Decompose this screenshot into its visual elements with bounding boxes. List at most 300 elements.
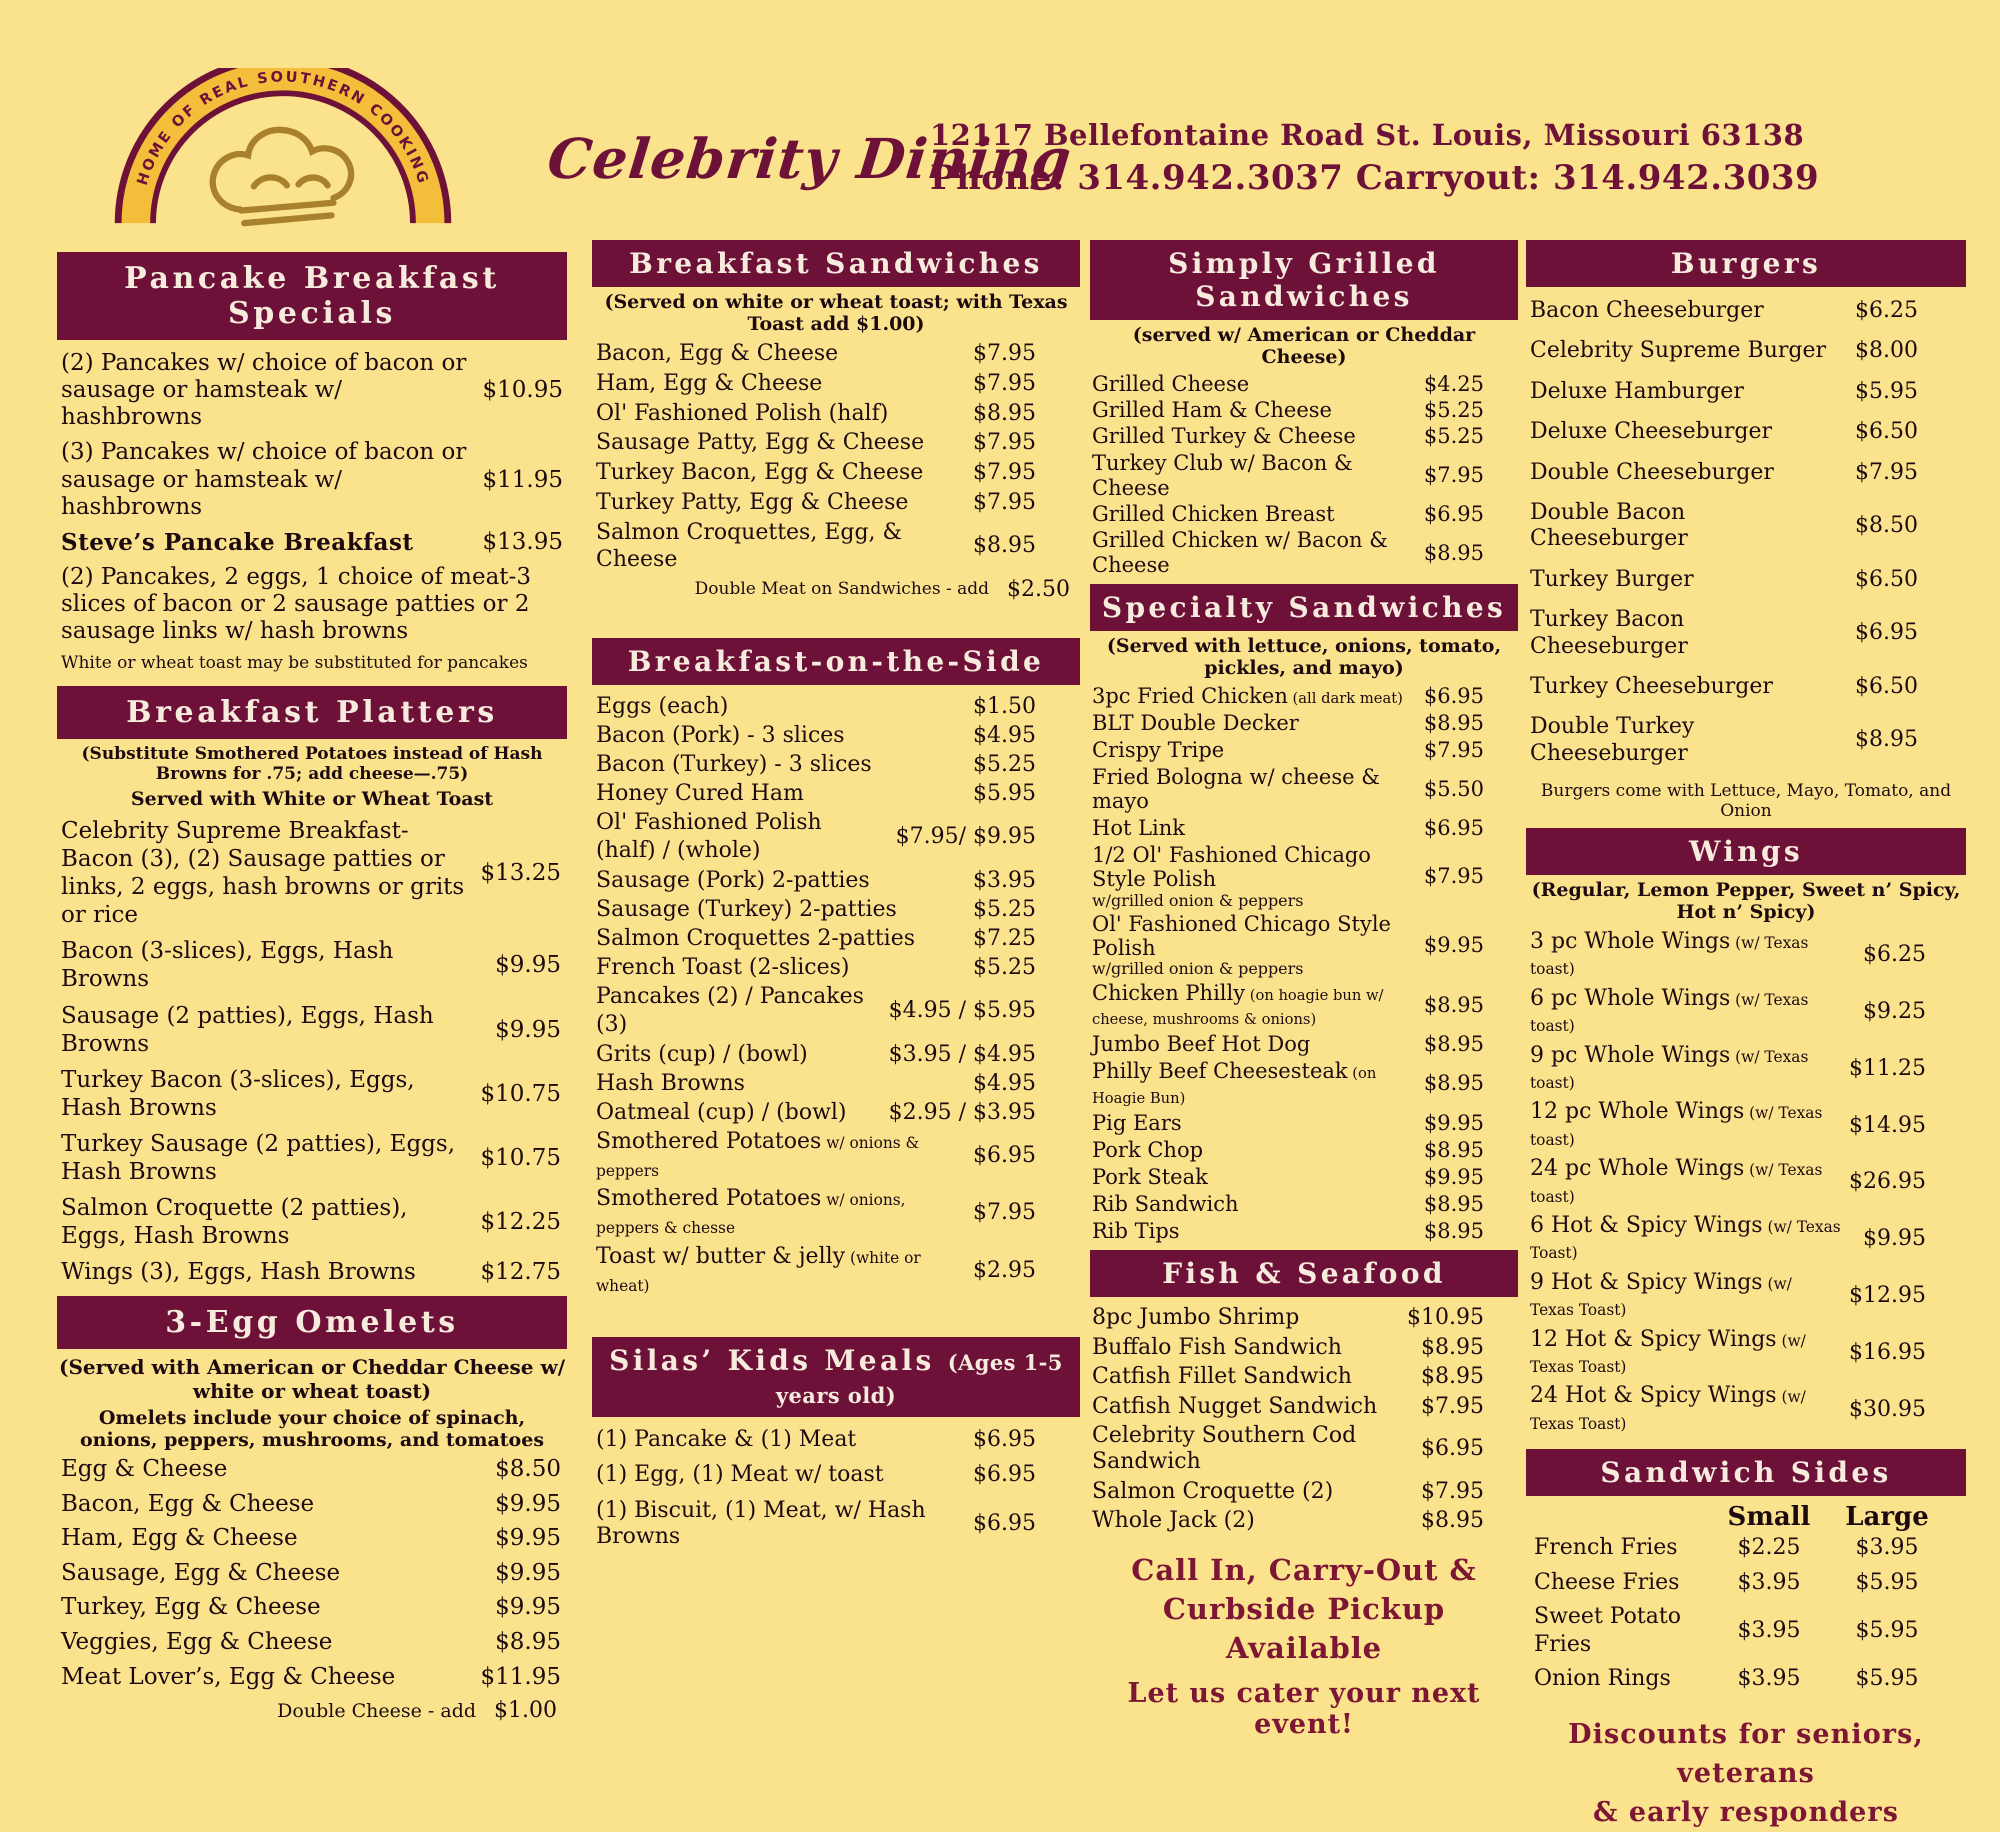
menu-item xyxy=(596,983,1036,1039)
item-note: (w/ Texas Toast) xyxy=(1530,1274,1792,1320)
section-kids-meals xyxy=(592,1337,1080,1551)
menu-item xyxy=(1530,500,1918,553)
item-price: $7.95 xyxy=(1423,864,1484,889)
item-price: $2.95 / $3.95 xyxy=(888,1099,1036,1125)
item-price: $6.25 xyxy=(1863,942,1926,968)
item-name: Grilled Turkey & Cheese xyxy=(1092,424,1356,449)
item-name: (1) Egg, (1) Meat w/ toast xyxy=(596,1462,884,1488)
item-name: 9 Hot & Spicy Wings (w/ Texas Toast) xyxy=(1530,1269,1792,1320)
item-price: $9.95 xyxy=(495,1559,561,1586)
item-price: $5.25 xyxy=(973,751,1036,777)
section-items xyxy=(592,1417,1080,1551)
menu-item xyxy=(1092,1138,1484,1162)
logo-arc-text: HOME OF REAL SOUTHERN COOKING xyxy=(134,69,432,188)
item-price-large: $5.95 xyxy=(1855,1569,1919,1595)
item-name: Catfish Fillet Sandwich xyxy=(1092,1364,1352,1390)
item-name: (1) Biscuit, (1) Meat, w/ Hash Browns xyxy=(596,1497,926,1550)
item-name: Salmon Croquettes 2-patties xyxy=(596,925,915,951)
addendum-double-cheese xyxy=(57,1698,567,1723)
item-note: (w/ Texas toast) xyxy=(1530,1047,1809,1093)
menu-item xyxy=(1530,607,1918,660)
menu-item xyxy=(596,925,1036,953)
item-name: Jumbo Beef Hot Dog xyxy=(1092,1032,1311,1057)
section-subtitle: (Served with lettuce, onions, tomato, pickles, and mayo) xyxy=(1106,634,1502,679)
item-name: 3 pc Whole Wings (w/ Texas toast) xyxy=(1530,929,1809,979)
menu-item xyxy=(1092,684,1484,708)
menu-item xyxy=(1092,711,1484,735)
item-name: Turkey Patty, Egg & Cheese xyxy=(596,490,909,516)
menu-item xyxy=(1092,1032,1484,1056)
item-price: $9.95 xyxy=(495,952,561,979)
item-name: Eggs (each) xyxy=(596,693,729,719)
item-price: $3.95 xyxy=(1737,1666,1801,1692)
menu-item xyxy=(1092,1111,1484,1135)
menu-item xyxy=(1092,1479,1484,1505)
addendum-double-meat xyxy=(592,577,1080,602)
section-items xyxy=(57,1451,567,1691)
column-4 xyxy=(1526,240,1966,1832)
section-items xyxy=(1526,287,1966,767)
phone-line: Phone: 314.942.3037 Carryout: 314.942.3039 xyxy=(930,158,1820,198)
item-price: $12.75 xyxy=(480,1258,561,1285)
item-price: $1.50 xyxy=(973,693,1036,719)
menu-item xyxy=(61,529,563,556)
promo-line: Call In, Carry-Out & xyxy=(1131,1552,1477,1587)
menu-item xyxy=(596,1128,1036,1184)
menu-item xyxy=(61,1066,561,1122)
menu-item xyxy=(596,520,1036,574)
item-price: $8.95 xyxy=(1423,1071,1484,1096)
menu-item xyxy=(596,1462,1036,1488)
item-price: $8.00 xyxy=(1855,338,1918,364)
item-note: (w/ Texas Toast) xyxy=(1530,1331,1806,1376)
menu-item xyxy=(1530,929,1926,982)
item-price: $9.95 xyxy=(1423,1110,1484,1135)
item-name: Bacon Cheeseburger xyxy=(1530,298,1764,323)
section-title: Breakfast Sandwiches xyxy=(592,240,1080,287)
section-breakfast-on-the-side xyxy=(592,638,1080,1299)
menu-item xyxy=(61,1491,561,1519)
item-name: Turkey Burger xyxy=(1530,566,1694,592)
item-price: $10.95 xyxy=(482,377,563,404)
promo-line: Curbside Pickup Available xyxy=(1162,1591,1446,1665)
item-name: Rib Sandwich xyxy=(1092,1192,1239,1217)
section-items xyxy=(57,810,567,1286)
column-1 xyxy=(57,252,567,1723)
item-name: Grilled Ham & Cheese xyxy=(1092,398,1332,423)
menu-item xyxy=(1530,1270,1926,1323)
item-name: Ham, Egg & Cheese xyxy=(596,370,823,396)
item-note: (white or wheat) xyxy=(596,1248,921,1295)
menu-item xyxy=(596,1041,1036,1069)
item-name: Meat Lover’s, Egg & Cheese xyxy=(61,1663,396,1690)
menu-item xyxy=(1530,714,1918,767)
section-subtitle: (Served with American or Cheddar Cheese w/ white or wheat toast) xyxy=(58,1354,566,1403)
menu-item xyxy=(596,1185,1036,1241)
menu-item xyxy=(1092,1305,1484,1331)
section-simply-grilled-sandwiches xyxy=(1090,240,1518,579)
section-footnote: White or wheat toast may be substituted for pancakes xyxy=(61,653,528,674)
item-name: Double Turkey Cheeseburger xyxy=(1530,714,1695,766)
menu-item xyxy=(1530,567,1918,593)
item-price: $5.25 xyxy=(973,955,1036,981)
menu-item xyxy=(61,1629,561,1657)
item-price: $8.95 xyxy=(1421,1364,1484,1390)
item-price: $3.95 xyxy=(1737,1569,1801,1595)
size-column-small: Small xyxy=(1727,1502,1811,1533)
item-name: Grilled Chicken w/ Bacon & Cheese xyxy=(1092,528,1388,578)
item-price: $6.50 xyxy=(1855,419,1918,445)
section-subtitle: Served with White or Wheat Toast xyxy=(130,788,494,811)
item-name: Ham, Egg & Cheese xyxy=(61,1525,298,1552)
item-price: $8.50 xyxy=(1855,513,1918,539)
menu-item xyxy=(61,937,561,993)
item-price: $8.95 xyxy=(1421,1334,1484,1360)
menu-item xyxy=(61,1525,561,1553)
menu-item xyxy=(596,1099,1036,1127)
item-name: Wings (3), Eggs, Hash Browns xyxy=(61,1258,416,1285)
item-price: $7.95 xyxy=(973,430,1036,456)
section-title: Fish & Seafood xyxy=(1090,1250,1518,1297)
addendum-price: $1.00 xyxy=(494,1698,557,1724)
item-note: (on Hoagie Bun) xyxy=(1092,1065,1377,1107)
menu-item xyxy=(1530,1327,1926,1380)
discounts-note xyxy=(1526,1715,1966,1832)
item-price: $8.95 xyxy=(1423,1192,1484,1217)
menu-item xyxy=(1530,419,1918,445)
item-price: $9.25 xyxy=(1863,999,1926,1025)
item-name: Pig Ears xyxy=(1092,1110,1182,1135)
menu-item xyxy=(1092,1165,1484,1189)
menu-item xyxy=(596,401,1036,428)
item-name: Sausage (Turkey) 2-patties xyxy=(596,896,897,922)
item-name: Double Bacon Cheeseburger xyxy=(1530,499,1688,552)
item-name: Fried Bologna w/ cheese & mayo xyxy=(1092,764,1380,814)
item-name: French Fries xyxy=(1534,1535,1678,1561)
item-price: $6.95 xyxy=(1421,1436,1484,1462)
item-price: $30.95 xyxy=(1849,1396,1926,1422)
menu-item xyxy=(596,896,1036,924)
item-price-large: $5.95 xyxy=(1855,1617,1919,1643)
item-name: (3) Pancakes w/ choice of bacon or sausage or hamsteak w/ hashbrowns xyxy=(61,439,467,520)
item-price: $7.95 xyxy=(973,490,1036,516)
menu-item xyxy=(1534,1603,1946,1658)
item-price: $9.95 xyxy=(1863,1226,1926,1252)
item-price: $6.95 xyxy=(1423,683,1484,708)
chef-hat-icon xyxy=(213,130,351,223)
section-title: Specialty Sandwiches xyxy=(1090,584,1518,631)
item-price: $12.95 xyxy=(1849,1282,1926,1308)
menu-item xyxy=(1530,1099,1926,1152)
menu-item xyxy=(61,1258,561,1286)
menu-item xyxy=(1530,379,1918,405)
promo-line: Let us cater your next event! xyxy=(1127,1677,1481,1740)
item-price: $6.50 xyxy=(1855,566,1918,592)
item-price: $8.95 xyxy=(1423,1137,1484,1162)
section-items xyxy=(1090,1297,1518,1534)
item-name: Celebrity Supreme Breakfast-Bacon (3), (2) Sausage patties or links, 2 eggs, hash browns or grits or rice xyxy=(61,818,465,929)
column-3 xyxy=(1090,240,1518,1740)
item-price: $7.95 xyxy=(1421,1393,1484,1419)
item-name: 24 pc Whole Wings (w/ Texas toast) xyxy=(1530,1156,1823,1206)
section-breakfast-platters xyxy=(57,686,567,1286)
item-price: $6.25 xyxy=(1855,298,1918,323)
menu-item xyxy=(596,1427,1036,1453)
section-title: Burgers xyxy=(1526,240,1966,287)
addendum-price: $2.50 xyxy=(1007,576,1070,602)
item-price: $9.95 xyxy=(495,1490,561,1517)
kids-title-note: (Ages 1-5 years old) xyxy=(775,1349,1063,1408)
item-subnote: w/grilled onion & peppers xyxy=(1092,890,1304,910)
item-name: Turkey Bacon, Egg & Cheese xyxy=(596,460,924,486)
item-price: $4.95 xyxy=(973,1070,1036,1096)
section-subtitle: Omelets include your choice of spinach, onions, peppers, mushrooms, and tomatoes xyxy=(79,1406,545,1451)
item-price-large: $3.95 xyxy=(1855,1535,1919,1561)
item-note: w/ onions, peppers & chesse xyxy=(596,1191,906,1238)
item-price: $5.25 xyxy=(973,896,1036,922)
menu-item xyxy=(1530,1213,1926,1266)
menu-item xyxy=(596,460,1036,487)
item-name: Crispy Tripe xyxy=(1092,737,1225,762)
item-name: Smothered Potatoes w/ onions & peppers xyxy=(596,1128,920,1181)
item-price: $7.95 xyxy=(1855,459,1918,485)
item-price: $6.95 xyxy=(1423,501,1484,526)
section-title: Pancake Breakfast Specials xyxy=(57,252,567,340)
brand-script: Celebrity Dining xyxy=(544,126,1075,191)
menu-item xyxy=(596,341,1036,368)
item-price: $6.95 xyxy=(973,1426,1036,1452)
address-line: 12117 Bellefontaine Road St. Louis, Missouri 63138 xyxy=(930,118,1805,152)
item-price: $7.95 xyxy=(973,1200,1036,1226)
menu-item xyxy=(61,1456,561,1484)
menu-item xyxy=(596,954,1036,982)
item-name: Sausage (2 patties), Eggs, Hash Browns xyxy=(61,1002,434,1057)
menu-item xyxy=(61,564,563,645)
menu-item xyxy=(61,1594,561,1622)
item-price: $8.95 xyxy=(1423,993,1484,1018)
item-price: $9.95 xyxy=(1423,1164,1484,1189)
item-name: Sausage (Pork) 2-patties xyxy=(596,867,870,893)
section-title: Breakfast-on-the-Side xyxy=(592,638,1080,685)
item-price: $7.95 xyxy=(973,460,1036,486)
section-title: Sandwich Sides xyxy=(1526,1449,1966,1496)
item-name: Bacon, Egg & Cheese xyxy=(61,1490,315,1517)
item-price: $6.95 xyxy=(1423,816,1484,841)
item-note: (w/ Texas toast) xyxy=(1530,990,1809,1036)
item-price: $3.95 / $4.95 xyxy=(888,1041,1036,1067)
menu-item xyxy=(1092,738,1484,762)
item-name: 24 Hot & Spicy Wings (w/ Texas Toast) xyxy=(1530,1383,1806,1433)
item-price: $26.95 xyxy=(1849,1169,1926,1195)
menu-item xyxy=(1530,1043,1926,1096)
menu-item xyxy=(1534,1534,1946,1562)
item-name: Buffalo Fish Sandwich xyxy=(1092,1334,1342,1360)
addendum-label: Double Meat on Sandwiches - add xyxy=(694,579,990,600)
item-price: $9.95 xyxy=(495,1594,561,1621)
item-note: (w/ Texas Toast) xyxy=(1530,1217,1841,1263)
item-price: $7.95 xyxy=(973,370,1036,396)
item-name: Grilled Chicken Breast xyxy=(1092,501,1335,526)
item-price: $8.95 xyxy=(1421,1508,1484,1534)
item-price: $8.95 xyxy=(973,533,1036,559)
item-name: Pork Steak xyxy=(1092,1164,1208,1189)
item-name: Grilled Cheese xyxy=(1092,372,1250,396)
item-price: $8.95 xyxy=(1423,710,1484,735)
menu-item xyxy=(596,751,1036,779)
item-name: Steve’s Pancake Breakfast xyxy=(61,528,414,556)
menu-item xyxy=(1092,1364,1484,1390)
column-2 xyxy=(592,240,1080,1559)
menu-item xyxy=(596,722,1036,750)
item-price: $7.95/ $9.95 xyxy=(895,824,1036,850)
restaurant-logo xyxy=(108,68,458,218)
item-name: Catfish Nugget Sandwich xyxy=(1092,1393,1378,1419)
item-name: Turkey Bacon (3-slices), Eggs, Hash Browns xyxy=(61,1066,415,1121)
menu-item xyxy=(596,430,1036,457)
discounts-line: & early responders xyxy=(1592,1796,1900,1828)
item-price: $6.95 xyxy=(973,1462,1036,1488)
menu-item xyxy=(1092,372,1484,397)
item-price: $8.95 xyxy=(1423,1032,1484,1057)
item-price: $5.25 xyxy=(1423,398,1484,423)
section-subtitle: (Served on white or wheat toast; with Texas Toast add $1.00) xyxy=(604,291,1068,335)
menu-item xyxy=(596,371,1036,398)
item-price: $10.95 xyxy=(1407,1305,1484,1331)
menu-item xyxy=(1530,298,1918,324)
menu-item xyxy=(1530,460,1918,486)
item-name: Ol' Fashioned Polish (half) xyxy=(596,400,889,426)
menu-item xyxy=(1530,674,1918,700)
menu-item xyxy=(61,439,563,520)
item-name: Turkey Cheeseburger xyxy=(1530,673,1773,699)
section-title: 3-Egg Omelets xyxy=(57,1296,567,1349)
menu-item xyxy=(1092,1423,1484,1476)
menu-item xyxy=(1092,1335,1484,1361)
item-name: Chicken Philly (on hoagie bun w/ cheese, mushrooms & onions) xyxy=(1092,981,1384,1029)
kids-title: Silas’ Kids Meals xyxy=(609,1343,935,1377)
menu-item xyxy=(1092,1059,1484,1107)
item-name: Deluxe Cheeseburger xyxy=(1530,419,1773,445)
item-price: $10.75 xyxy=(480,1080,561,1107)
item-name: Bacon (Turkey) - 3 slices xyxy=(596,751,872,777)
section-title xyxy=(592,1337,1080,1417)
item-price: $6.95 xyxy=(1855,620,1918,646)
item-price: $7.95 xyxy=(973,341,1036,366)
menu-item xyxy=(596,867,1036,895)
menu-item xyxy=(1092,528,1484,578)
item-price: $7.95 xyxy=(1421,1478,1484,1504)
item-name: Onion Rings xyxy=(1534,1666,1671,1692)
item-price: $11.25 xyxy=(1849,1055,1926,1081)
item-name: Deluxe Hamburger xyxy=(1530,378,1744,404)
item-price: $10.75 xyxy=(480,1144,561,1171)
item-note: (w/ Texas toast) xyxy=(1530,1104,1823,1149)
item-subnote: w/grilled onion & peppers xyxy=(1092,959,1304,979)
menu-item xyxy=(61,1664,561,1692)
item-note: (on hoagie bun w/ cheese, mushrooms & onions) xyxy=(1092,987,1384,1029)
item-price: $3.95 xyxy=(1737,1617,1801,1643)
item-note: (w/ Texas toast) xyxy=(1530,934,1809,979)
item-name: Whole Jack (2) xyxy=(1092,1508,1255,1534)
item-price: $9.95 xyxy=(1423,933,1484,958)
item-name: 1/2 Ol' Fashioned Chicago Style Polish w/grilled onion & peppers xyxy=(1092,843,1424,909)
section-items xyxy=(1526,1532,1966,1693)
item-price: $8.95 xyxy=(1423,1219,1484,1244)
item-price: $8.95 xyxy=(973,400,1036,426)
item-price: $2.95 xyxy=(973,1257,1036,1283)
item-name: 6 pc Whole Wings (w/ Texas toast) xyxy=(1530,985,1809,1036)
item-price: $5.95 xyxy=(973,781,1036,807)
menu-item xyxy=(596,1243,1036,1299)
menu-item xyxy=(596,780,1036,808)
item-name: Double Cheeseburger xyxy=(1530,459,1774,485)
menu-item xyxy=(596,693,1036,721)
item-name: Ol' Fashioned Chicago Style Polish w/grilled onion & peppers xyxy=(1092,912,1424,978)
menu-item xyxy=(1092,1219,1484,1243)
item-price: $8.95 xyxy=(495,1628,561,1655)
item-price: $9.95 xyxy=(495,1525,561,1552)
menu-item xyxy=(1092,912,1484,978)
size-column-large: Large xyxy=(1845,1502,1929,1533)
item-price: $7.95 xyxy=(1423,737,1484,762)
item-price: $6.50 xyxy=(1855,673,1918,699)
item-price: $7.95 xyxy=(1423,463,1484,488)
item-note: (all dark meat) xyxy=(1287,689,1403,707)
item-price: $14.95 xyxy=(1849,1112,1926,1138)
item-price: $5.50 xyxy=(1423,776,1484,801)
item-name: Celebrity Supreme Burger xyxy=(1530,338,1827,364)
item-price: $13.95 xyxy=(482,528,563,555)
menu-item xyxy=(1092,398,1484,423)
item-name: 12 pc Whole Wings (w/ Texas toast) xyxy=(1530,1099,1823,1149)
item-name: Smothered Potatoes w/ onions, peppers & chesse xyxy=(596,1186,906,1238)
menu-item xyxy=(596,809,1036,865)
menu-item xyxy=(61,1002,561,1058)
section-items xyxy=(57,340,567,645)
item-name: Hot Link xyxy=(1092,816,1185,841)
item-name: (1) Pancake & (1) Meat xyxy=(596,1426,857,1452)
item-name: Hash Browns xyxy=(596,1070,745,1096)
item-price: $5.25 xyxy=(1423,424,1484,449)
item-name: Sausage Patty, Egg & Cheese xyxy=(596,430,925,456)
menu-item xyxy=(596,490,1036,517)
menu-item xyxy=(61,1560,561,1588)
menu-item xyxy=(61,350,563,431)
item-price-large: $5.95 xyxy=(1855,1666,1919,1692)
menu-item xyxy=(61,1130,561,1186)
menu-item xyxy=(1530,1156,1926,1209)
item-price: $8.95 xyxy=(1423,540,1484,565)
item-name: 3pc Fried Chicken (all dark meat) xyxy=(1092,683,1403,708)
menu-item xyxy=(596,1498,1036,1551)
item-name: 6 Hot & Spicy Wings (w/ Texas Toast) xyxy=(1530,1212,1841,1263)
item-note: (w/ Texas Toast) xyxy=(1530,1388,1806,1433)
item-name: Egg & Cheese xyxy=(61,1455,228,1482)
section-burgers xyxy=(1526,240,1966,821)
item-name: Bacon (Pork) - 3 slices xyxy=(596,722,845,748)
item-name: Ol' Fashioned Polish (half) / (whole) xyxy=(596,810,822,864)
item-name: Turkey Bacon Cheeseburger xyxy=(1530,607,1688,659)
menu-item xyxy=(1092,1192,1484,1216)
item-price: $11.95 xyxy=(480,1663,561,1690)
menu-item xyxy=(1092,1394,1484,1420)
item-name: Philly Beef Cheesesteak (on Hoagie Bun) xyxy=(1092,1059,1377,1107)
promo-block xyxy=(1090,1551,1518,1740)
section-items xyxy=(1090,368,1518,579)
section-footnote: Burgers come with Lettuce, Mayo, Tomato, and Onion xyxy=(1540,781,1952,822)
item-price: $4.25 xyxy=(1423,372,1484,396)
item-name: Salmon Croquettes, Egg, & Cheese xyxy=(596,519,903,572)
